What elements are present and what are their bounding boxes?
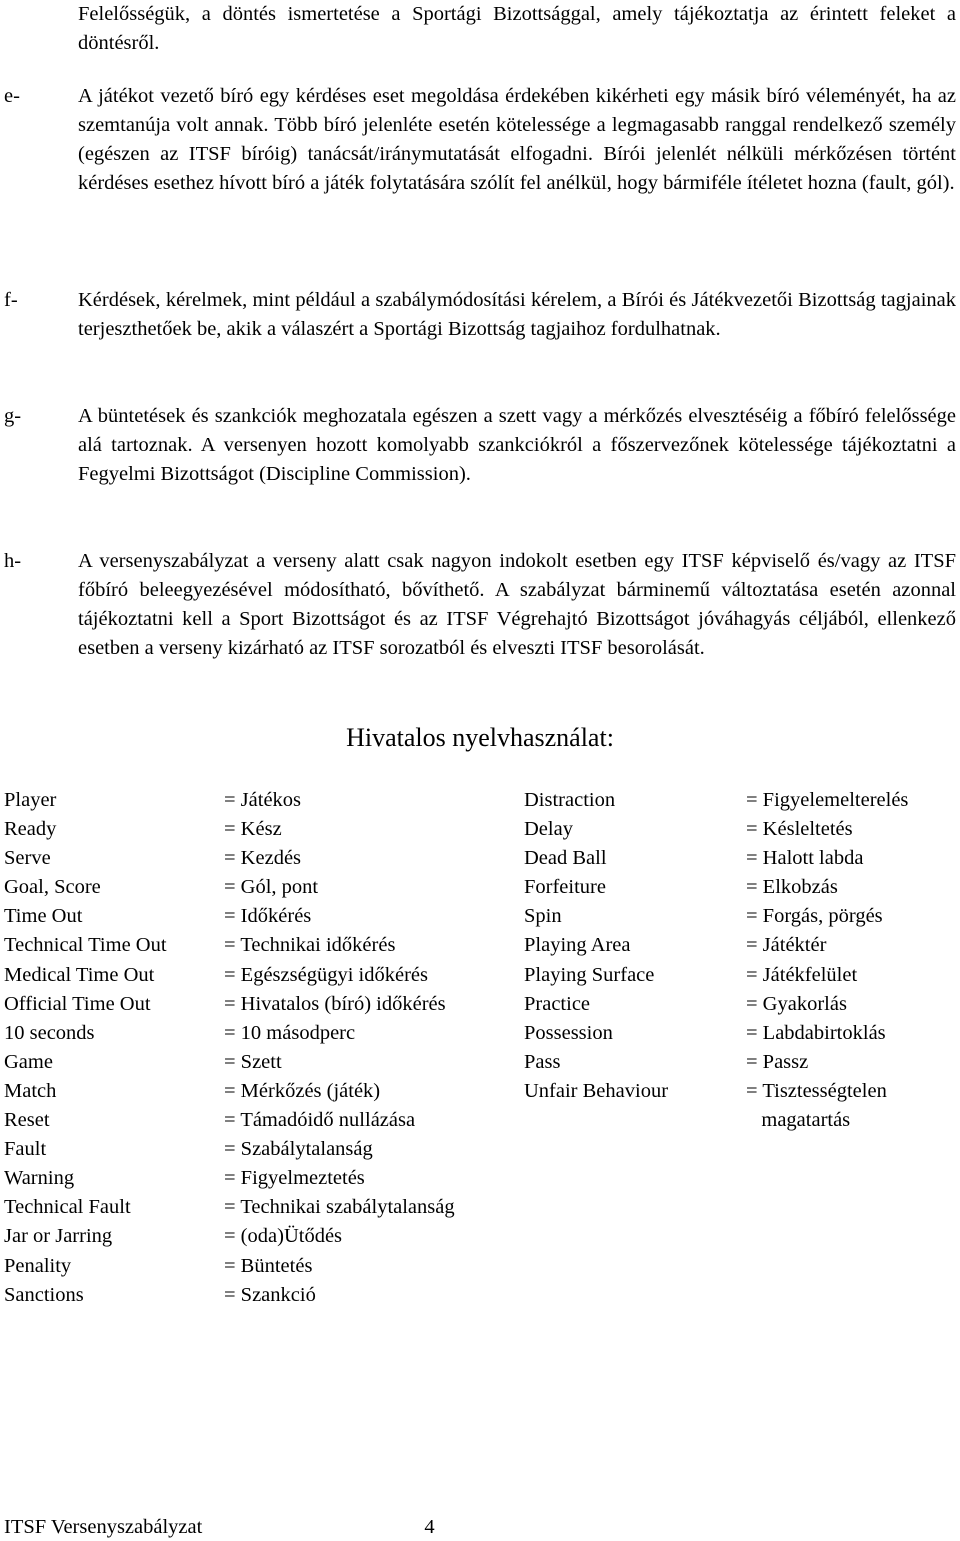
left-english-term: Reset [4, 1109, 50, 1132]
glossary-left-hungarian-column [224, 786, 455, 1310]
left-hungarian-term: = Egészségügyi időkérés [224, 963, 428, 986]
left-hungarian-term: = Mérkőzés (játék) [224, 1079, 381, 1102]
left-hungarian-term: = Szabálytalanság [224, 1138, 373, 1161]
left-english-term: Technical Fault [4, 1196, 131, 1219]
right-hungarian-term: magatartás [746, 1109, 851, 1132]
left-english-term: Serve [4, 847, 51, 870]
left-hungarian-term: = (oda)Ütődés [224, 1225, 343, 1248]
right-hungarian-term: = Gyakorlás [746, 992, 847, 1015]
right-english-term: Unfair Behaviour [524, 1079, 669, 1102]
left-english-term: Penality [4, 1254, 72, 1277]
left-hungarian-term: = Szett [224, 1050, 282, 1073]
right-hungarian-term: = Forgás, pörgés [746, 905, 883, 928]
glossary-right-english-column [524, 786, 668, 1135]
glossary-right-hungarian-column [746, 786, 908, 1135]
footer-page-number: 4 [424, 1516, 435, 1538]
right-hungarian-term: = Figyelemelterelés [746, 789, 909, 811]
left-english-term: Fault [4, 1138, 47, 1161]
left-english-term: 10 seconds [4, 1021, 95, 1044]
left-english-term: Game [4, 1050, 53, 1073]
left-hungarian-term: = Technikai szabálytalanság [224, 1196, 455, 1219]
left-english-term: Official Time Out [4, 992, 151, 1015]
page-footer [4, 1514, 435, 1540]
right-english-term: Delay [524, 818, 573, 841]
right-hungarian-term: = Passz [746, 1050, 809, 1073]
right-english-term [524, 1106, 668, 1135]
left-english-term: Medical Time Out [4, 963, 155, 986]
right-english-term: Practice [524, 992, 591, 1015]
left-hungarian-term: = Gól, pont [224, 876, 319, 899]
paragraph-continuation: Felelősségük, a döntés ismertetése a Sportági Bizottsággal, amely tájékoztatja az érintett feleket a döntésről. [78, 3, 956, 54]
right-english-term: Possession [524, 1021, 613, 1044]
left-hungarian-term: = Játékos [224, 789, 302, 811]
right-english-term: Distraction [524, 789, 616, 811]
left-english-term: Player [4, 789, 57, 811]
left-english-term: Jar or Jarring [4, 1225, 113, 1248]
paragraph-h: A versenyszabályzat a verseny alatt csak nagyon indokolt esetben egy ITSF képviselő és/vagy az ITSF főbíró beleegyezésével módosítható, bővíthető. A szabályzat bárminemű változtatása esetén azonnal tájékoztatni kell a Sport Bizottságot és az ITSF Végrehajtó Bizottságot jóváhagyás céljából, ellenkező esetben a verseny kizárható az ITSF sorozatból és elveszti ITSF besorolását. [78, 550, 956, 659]
left-english-term: Match [4, 1079, 57, 1102]
right-english-term: Playing Area [524, 934, 631, 957]
item-label-h: h- [4, 550, 22, 572]
right-hungarian-term: = Tisztességtelen [746, 1079, 887, 1102]
right-hungarian-term: = Játéktér [746, 934, 827, 957]
left-english-term: Goal, Score [4, 876, 101, 899]
right-hungarian-term: = Labdabirtoklás [746, 1021, 886, 1044]
right-english-term: Dead Ball [524, 847, 607, 870]
left-hungarian-term: = Szankció [224, 1283, 316, 1306]
left-hungarian-term: = Technikai időkérés [224, 934, 396, 957]
item-label-f: f- [4, 289, 18, 311]
item-label-e: e- [4, 85, 20, 107]
right-english-term: Spin [524, 905, 562, 928]
paragraph-g: A büntetések és szankciók meghozatala egészen a szett vagy a mérkőzés elvesztéséig a főbíró felelőssége alá tartoznak. A versenyen hozott komolyabb szankciókról a főszervezőnek kötelessége tájékoztatni a Fegyelmi Bizottságot (Discipline Commission). [78, 405, 956, 485]
paragraph-f: Kérdések, kérelmek, mint például a szabálymódosítási kérelem, a Bírói és Játékvezetői Bizottság tagjainak terjeszthetőek be, akik a válaszért a Sportági Bizottság tagjaihoz fordulhatnak. [78, 289, 956, 340]
right-english-term: Pass [524, 1050, 561, 1073]
right-english-term: Forfeiture [524, 876, 606, 899]
left-hungarian-term: = Támadóidő nullázása [224, 1109, 416, 1132]
left-english-term: Warning [4, 1167, 75, 1190]
right-hungarian-term: = Elkobzás [746, 876, 838, 899]
left-english-term: Ready [4, 818, 57, 841]
right-hungarian-term: = Késleltetés [746, 818, 853, 841]
left-hungarian-term: = Büntetés [224, 1254, 313, 1277]
left-english-term: Time Out [4, 905, 83, 928]
footer-document-title: ITSF Versenyszabályzat [4, 1516, 203, 1538]
left-hungarian-term: = Hivatalos (bíró) időkérés [224, 992, 446, 1015]
paragraph-e: A játékot vezető bíró egy kérdéses eset megoldása érdekében kikérheti egy másik bíró véleményét, ha az szemtanúja volt annak. Több bíró jelenléte esetén kötelessége a legmagasabb ranggal rendelkező személy (egészen az ITSF bíróig) tanácsát/iránymutatását elfogadni. Bírói jelenlét nélküli mérkőzésen történt kérdéses esethez hívott bíró a játék folytatására szólít fel anélkül, hogy bármiféle ítéletet hozna (fault, gól). [78, 85, 956, 194]
left-hungarian-term: = 10 másodperc [224, 1021, 356, 1044]
right-english-term: Playing Surface [524, 963, 655, 986]
left-hungarian-term: = Időkérés [224, 905, 312, 928]
left-english-term: Sanctions [4, 1283, 84, 1306]
glossary-left-english-column [4, 786, 167, 1310]
left-hungarian-term: = Figyelmeztetés [224, 1167, 365, 1190]
right-hungarian-term: = Játékfelület [746, 963, 858, 986]
item-label-g: g- [4, 405, 22, 427]
left-hungarian-term: = Kezdés [224, 847, 302, 870]
left-english-term: Technical Time Out [4, 934, 167, 957]
glossary-title: Hivatalos nyelvhasználat: [346, 723, 614, 752]
right-hungarian-term: = Halott labda [746, 847, 864, 870]
left-hungarian-term: = Kész [224, 818, 282, 841]
